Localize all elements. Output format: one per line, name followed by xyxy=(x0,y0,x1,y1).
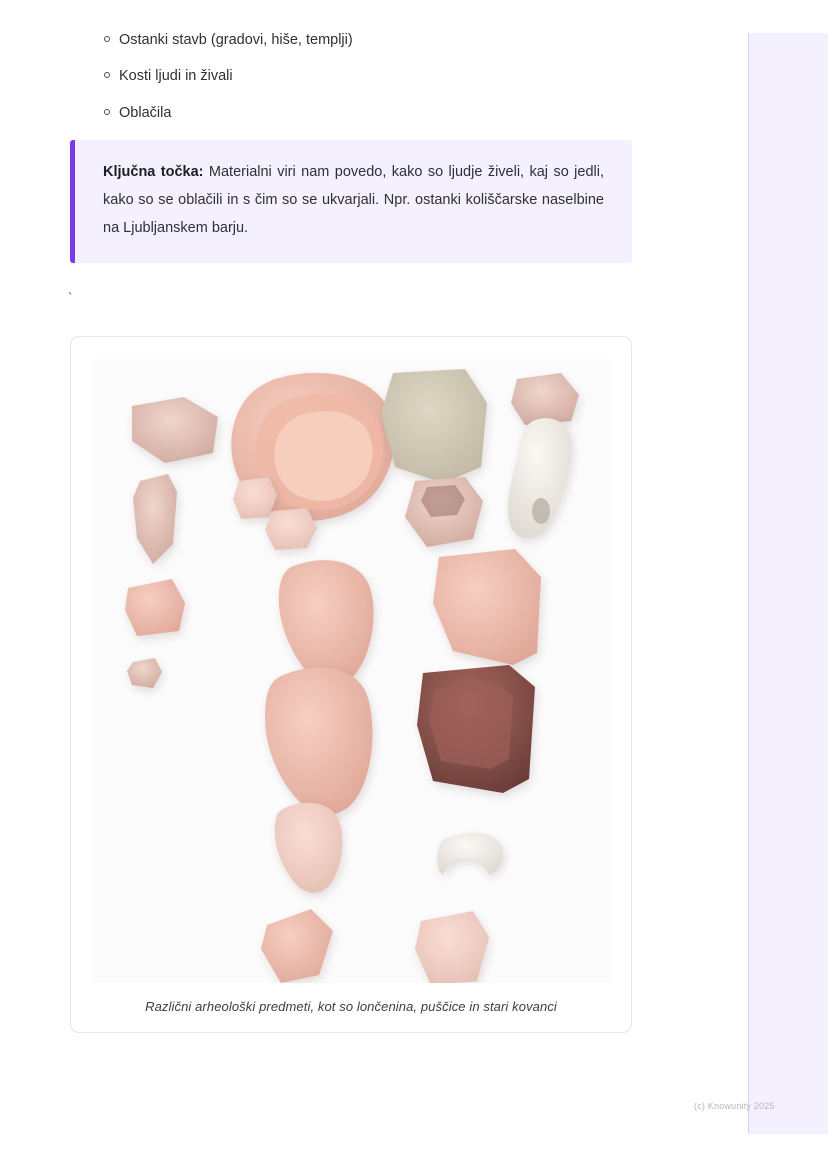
figure-caption: Različni arheološki predmeti, kot so lončenina, puščice in stari kovanci xyxy=(145,998,557,1014)
list-item xyxy=(0,66,700,86)
right-margin-rail xyxy=(749,33,828,1134)
list-item-label: Kosti ljudi in živali xyxy=(119,68,233,85)
callout-text: Materialni viri nam povedo, kako so ljudje živeli, kaj so jedli, kako so se oblačili in s čim so se ukvarjali. Npr. ostanki koliščarske naselbine na Ljubljanskem barju. xyxy=(103,163,604,237)
archaeology-photo xyxy=(93,359,611,983)
list-item xyxy=(0,30,700,50)
pottery-shards-illustration xyxy=(93,359,611,983)
materialni-viri-list xyxy=(0,30,700,123)
figure-card xyxy=(70,336,632,1033)
bullet-circle-icon xyxy=(104,36,110,42)
list-item-label: Oblačila xyxy=(119,104,172,121)
bullet-circle-icon xyxy=(104,72,110,78)
list-item xyxy=(0,103,700,123)
stray-character: ` xyxy=(68,289,73,305)
callout-paragraph xyxy=(103,158,604,243)
key-point-callout xyxy=(70,140,632,263)
list-item-label: Ostanki stavb (gradovi, hiše, templji) xyxy=(119,32,353,48)
footer-credit: (c) Knowunity 2025 xyxy=(694,1101,775,1111)
callout-label: Ključna točka: xyxy=(103,163,204,180)
bullet-circle-icon xyxy=(104,109,110,115)
